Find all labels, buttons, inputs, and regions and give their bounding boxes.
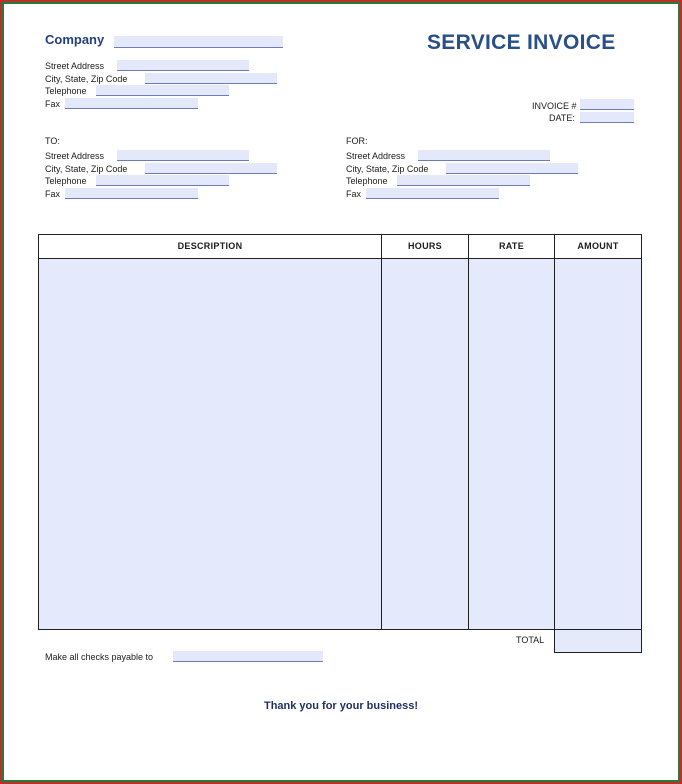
col-header-description: DESCRIPTION: [177, 241, 243, 251]
company-city-label: City, State, Zip Code: [45, 74, 128, 84]
col-header-hours: HOURS: [407, 241, 442, 251]
to-city-field[interactable]: [145, 163, 277, 174]
to-telephone-field[interactable]: [96, 175, 229, 186]
company-fax-label: Fax: [45, 99, 61, 109]
description-column[interactable]: [39, 259, 381, 629]
invoice-number-field[interactable]: [580, 99, 634, 110]
to-fax-field[interactable]: [65, 188, 198, 199]
to-fax-label: Fax: [45, 189, 61, 199]
company-telephone-field[interactable]: [96, 85, 229, 96]
date-label: DATE:: [549, 113, 575, 123]
total-label: TOTAL: [516, 635, 545, 645]
for-fax-field[interactable]: [366, 188, 499, 199]
for-street-field[interactable]: [418, 150, 550, 161]
col-header-rate: RATE: [498, 241, 525, 251]
to-street-label: Street Address: [45, 151, 105, 161]
to-city-label: City, State, Zip Code: [45, 164, 128, 174]
company-telephone-label: Telephone: [45, 86, 87, 96]
company-street-field[interactable]: [117, 60, 249, 71]
for-city-label: City, State, Zip Code: [346, 164, 429, 174]
table-header: [39, 235, 641, 259]
for-telephone-label: Telephone: [346, 176, 388, 186]
to-street-field[interactable]: [117, 150, 249, 161]
total-amount-field[interactable]: [554, 629, 642, 653]
for-street-label: Street Address: [346, 151, 406, 161]
date-field[interactable]: [580, 112, 634, 123]
rate-column[interactable]: [469, 259, 554, 629]
checks-payable-field[interactable]: [173, 651, 323, 662]
to-telephone-label: Telephone: [45, 176, 87, 186]
for-fax-label: Fax: [346, 189, 362, 199]
invoice-title: SERVICE INVOICE: [427, 31, 616, 54]
column-divider: [468, 235, 469, 629]
company-fax-field[interactable]: [65, 98, 198, 109]
column-divider: [381, 235, 382, 629]
thank-you-note: Thank you for your business!: [263, 700, 419, 712]
for-heading: FOR:: [346, 136, 368, 146]
line-items-table: [38, 234, 642, 630]
hours-column[interactable]: [382, 259, 468, 629]
col-header-amount: AMOUNT: [577, 241, 619, 251]
company-name-field[interactable]: [114, 36, 283, 48]
for-telephone-field[interactable]: [397, 175, 530, 186]
to-heading: TO:: [45, 136, 60, 146]
for-city-field[interactable]: [446, 163, 578, 174]
company-city-field[interactable]: [145, 73, 277, 84]
company-label: Company: [45, 32, 105, 47]
checks-payable-label: Make all checks payable to: [45, 652, 154, 662]
amount-column[interactable]: [555, 259, 641, 629]
column-divider: [554, 235, 555, 629]
invoice-number-label: INVOICE #: [532, 101, 577, 111]
company-street-label: Street Address: [45, 61, 105, 71]
